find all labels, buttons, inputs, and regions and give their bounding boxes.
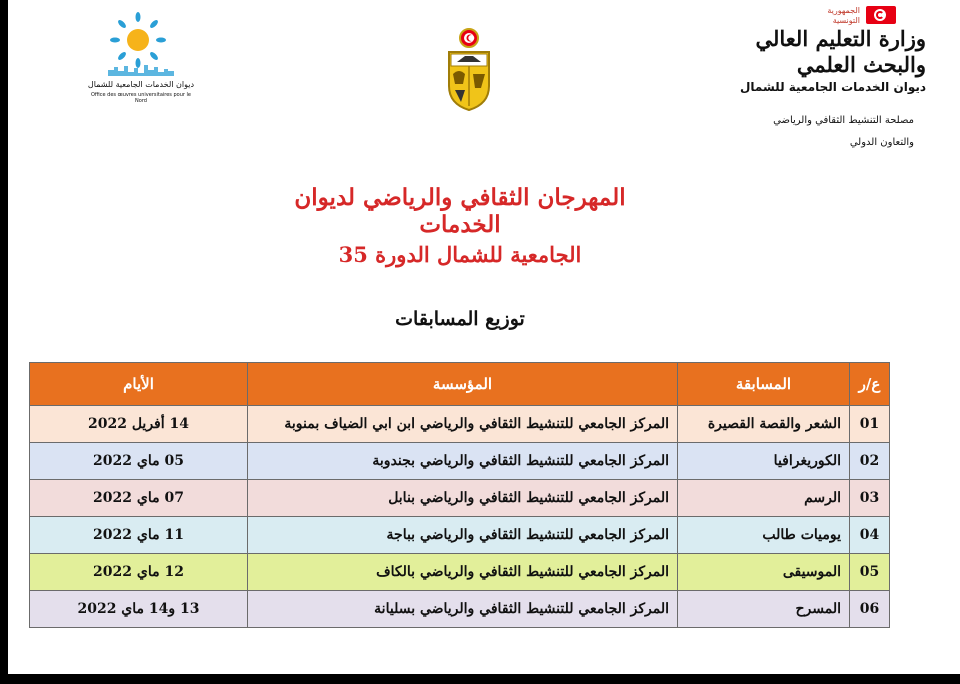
row-number: 03 xyxy=(850,480,890,517)
ministry-name xyxy=(706,26,926,78)
row-days: 12 ماي 2022 xyxy=(30,554,248,591)
service-line-2: والتعاون الدولي xyxy=(849,137,914,148)
row-competition: الموسيقى xyxy=(678,554,850,591)
sun-logo-icon xyxy=(110,12,166,68)
ministry-line-1: وزارة التعليم العالي xyxy=(755,26,926,51)
service-name xyxy=(654,110,914,154)
header-institution: المؤسسة xyxy=(248,363,678,406)
office-logo-name-fr: Office des œuvres universitaires pour le Nord xyxy=(90,92,192,104)
row-institution: المركز الجامعي للتنشيط الثقافي والرياضي ابن ابي الضياف بمنوبة xyxy=(248,406,678,443)
office-logo-name-ar: ديوان الخدمات الجامعية للشمال xyxy=(87,80,195,89)
festival-title-line-2: الجامعية للشمال الدورة 35 xyxy=(338,242,582,267)
tunisia-coat-of-arms-icon xyxy=(445,26,493,112)
row-competition: الشعر والقصة القصيرة xyxy=(678,406,850,443)
table-row xyxy=(30,517,890,554)
row-institution: المركز الجامعي للتنشيط الثقافي والرياضي بجندوبة xyxy=(248,443,678,480)
row-number: 02 xyxy=(850,443,890,480)
table-row xyxy=(30,443,890,480)
row-number: 01 xyxy=(850,406,890,443)
flag-block xyxy=(800,4,896,28)
table-row xyxy=(30,480,890,517)
row-number: 05 xyxy=(850,554,890,591)
competitions-table xyxy=(29,362,890,628)
service-line-1: مصلحة التنشيط الثقافي والرياضي xyxy=(773,115,914,126)
table-row xyxy=(30,591,890,628)
row-days: 11 ماي 2022 xyxy=(30,517,248,554)
section-subtitle: توزيع المسابقات xyxy=(395,308,525,330)
row-institution: المركز الجامعي للتنشيط الثقافي والرياضي بسليانة xyxy=(248,591,678,628)
table-row xyxy=(30,406,890,443)
row-institution: المركز الجامعي للتنشيط الثقافي والرياضي بالكاف xyxy=(248,554,678,591)
left-border xyxy=(0,0,8,684)
header-days: الأيام xyxy=(30,363,248,406)
festival-title-line-1: المهرجان الثقافي والرياضي لديوان الخدمات xyxy=(294,184,626,238)
row-number: 06 xyxy=(850,591,890,628)
row-competition: المسرح xyxy=(678,591,850,628)
office-logo xyxy=(86,6,196,102)
row-institution: المركز الجامعي للتنشيط الثقافي والرياضي بنابل xyxy=(248,480,678,517)
header-competition: المسابقة xyxy=(678,363,850,406)
table-header-row xyxy=(30,363,890,406)
header-num: ع/ر xyxy=(850,363,890,406)
row-days: 07 ماي 2022 xyxy=(30,480,248,517)
row-days: 13 و14 ماي 2022 xyxy=(30,591,248,628)
republic-label: الجمهورية التونسية xyxy=(827,6,860,25)
skyline-icon xyxy=(108,64,174,76)
bottom-border xyxy=(0,674,960,684)
tunisia-flag-icon xyxy=(866,6,896,24)
table-row xyxy=(30,554,890,591)
ministry-line-2: والبحث العلمي xyxy=(796,52,926,77)
row-competition: يوميات طالب xyxy=(678,517,850,554)
row-institution: المركز الجامعي للتنشيط الثقافي والرياضي بباجة xyxy=(248,517,678,554)
row-number: 04 xyxy=(850,517,890,554)
row-competition: الكوريغرافيا xyxy=(678,443,850,480)
office-name: ديوان الخدمات الجامعية للشمال xyxy=(740,80,926,94)
row-days: 05 ماي 2022 xyxy=(30,443,248,480)
row-competition: الرسم xyxy=(678,480,850,517)
row-days: 14 أفريل 2022 xyxy=(30,406,248,443)
